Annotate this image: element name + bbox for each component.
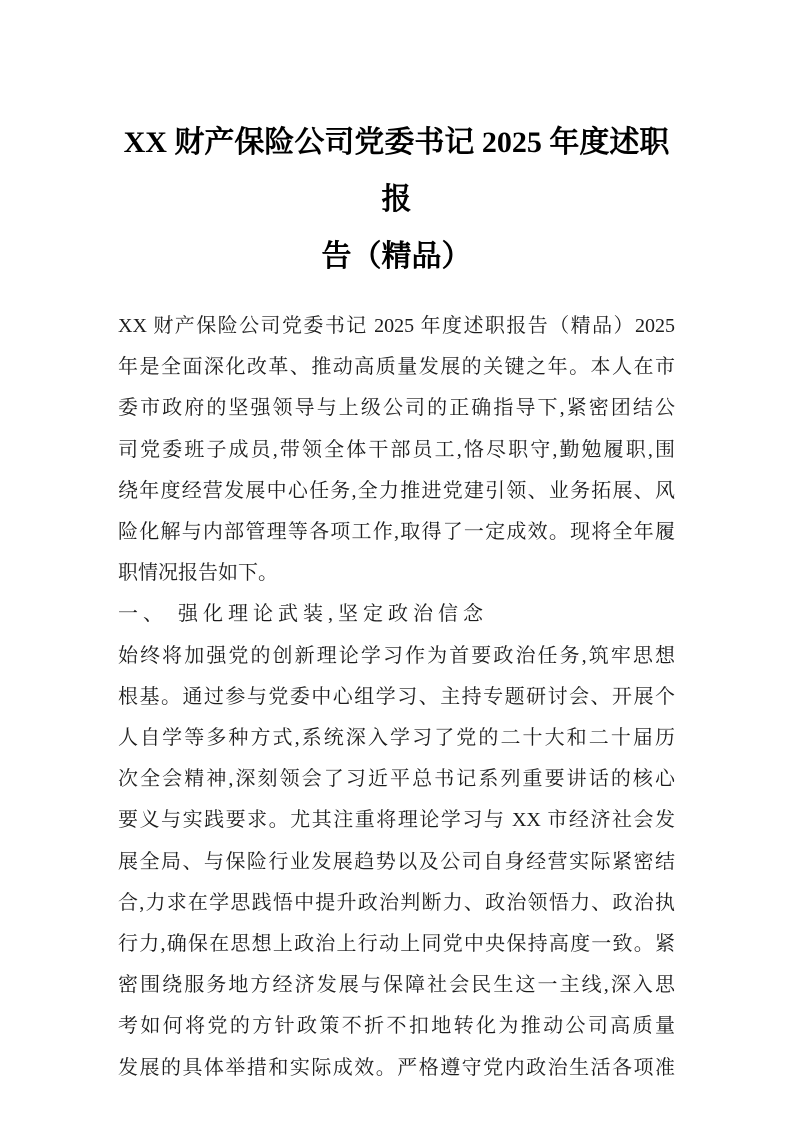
body-line: 行力,确保在思想上政治上行动上同党中央保持高度一致。紧 <box>118 933 675 956</box>
title-line: XX 财产保险公司党委书记 2025 年度述职报 <box>123 126 670 216</box>
body-line: 职情况报告如下。 <box>118 562 278 585</box>
body-line: 始终将加强党的创新理论学习作为首要政治任务,筑牢思想 <box>118 644 675 667</box>
title-line: 告（精品） <box>321 240 472 273</box>
body-line: 绕年度经营发展中心任务,全力推进党建引领、业务拓展、风 <box>118 479 675 502</box>
body-line: 司党委班子成员,带领全体干部员工,恪尽职守,勤勉履职,围 <box>118 438 675 461</box>
body-line: 险化解与内部管理等各项工作,取得了一定成效。现将全年履 <box>118 521 675 544</box>
document-body <box>118 306 675 1089</box>
body-line: 要义与实践要求。尤其注重将理论学习与 XX 市经济社会发 <box>118 809 675 832</box>
section-heading: 一、 强化理论武装,坚定政治信念 <box>118 603 488 626</box>
body-line: 根基。通过参与党委中心组学习、主持专题研讨会、开展个 <box>118 685 675 708</box>
document-title <box>118 114 675 285</box>
body-line: 人自学等多种方式,系统深入学习了党的二十大和二十届历 <box>118 727 675 750</box>
body-line: 合,力求在学思践悟中提升政治判断力、政治领悟力、政治执 <box>118 891 675 914</box>
body-line: 年是全面深化改革、推动高质量发展的关键之年。本人在市 <box>118 356 675 379</box>
body-line: 次全会精神,深刻领会了习近平总书记系列重要讲话的核心 <box>118 768 675 791</box>
body-line: 考如何将党的方针政策不折不扣地转化为推动公司高质量 <box>118 1015 675 1038</box>
body-line: 展全局、与保险行业发展趋势以及公司自身经营实际紧密结 <box>118 850 675 873</box>
body-line: 发展的具体举措和实际成效。严格遵守党内政治生活各项准 <box>118 1056 675 1079</box>
body-line: 密围绕服务地方经济发展与保障社会民生这一主线,深入思 <box>118 974 675 997</box>
body-line: XX 财产保险公司党委书记 2025 年度述职报告（精品）2025 <box>118 315 675 337</box>
body-line: 委市政府的坚强领导与上级公司的正确指导下,紧密团结公 <box>118 397 675 420</box>
